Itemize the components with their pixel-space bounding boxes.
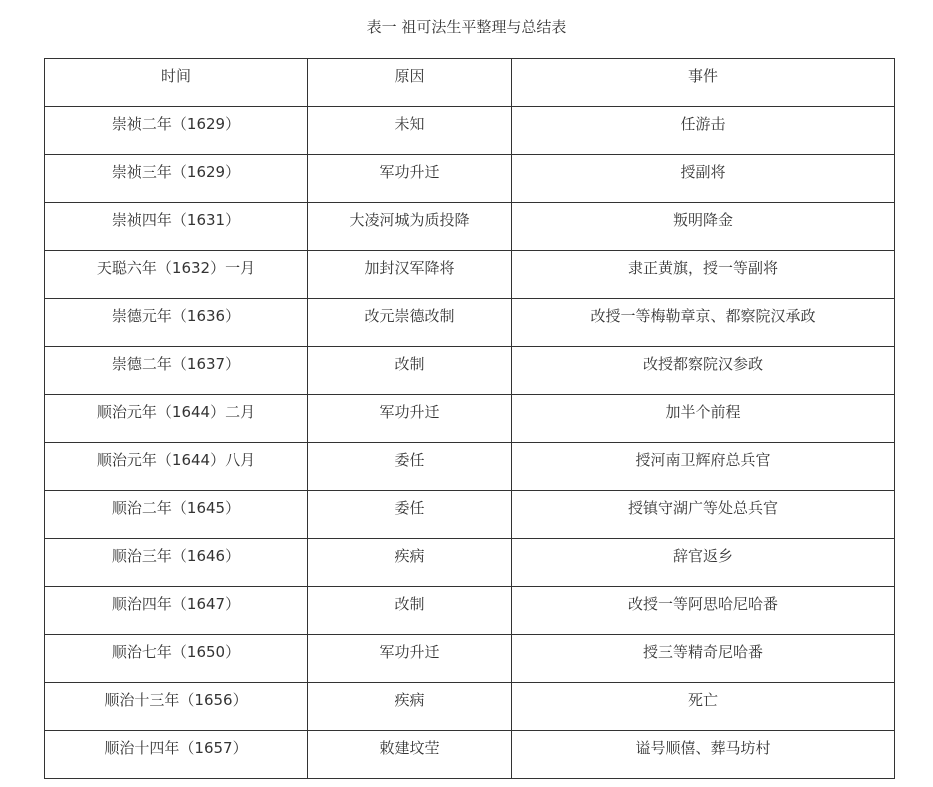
cell-time: 顺治四年（1647） (45, 587, 308, 635)
cell-event: 改授一等梅勒章京、都察院汉承政 (512, 299, 895, 347)
cell-reason: 未知 (308, 107, 512, 155)
cell-time: 崇德元年（1636） (45, 299, 308, 347)
table-row (45, 587, 895, 635)
table-row (45, 155, 895, 203)
cell-reason: 改元崇德改制 (308, 299, 512, 347)
table-row (45, 347, 895, 395)
cell-event: 辞官返乡 (512, 539, 895, 587)
table-caption: 表一 祖可法生平整理与总结表 (366, 18, 567, 36)
cell-event: 隶正黄旗，授一等副将 (512, 251, 895, 299)
cell-time: 顺治十三年（1656） (45, 683, 308, 731)
cell-event: 授镇守湖广等处总兵官 (512, 491, 895, 539)
table-row (45, 731, 895, 779)
table-row (45, 251, 895, 299)
cell-reason: 委任 (308, 491, 512, 539)
cell-event: 授三等精奇尼哈番 (512, 635, 895, 683)
cell-reason: 大凌河城为质投降 (308, 203, 512, 251)
cell-time: 崇德二年（1637） (45, 347, 308, 395)
header-reason: 原因 (308, 59, 512, 107)
table-row (45, 107, 895, 155)
cell-event: 死亡 (512, 683, 895, 731)
cell-time: 顺治七年（1650） (45, 635, 308, 683)
cell-reason: 疾病 (308, 683, 512, 731)
cell-time: 顺治三年（1646） (45, 539, 308, 587)
cell-event: 谥号顺僖、葬马坊村 (512, 731, 895, 779)
cell-time: 顺治十四年（1657） (45, 731, 308, 779)
cell-reason: 改制 (308, 347, 512, 395)
table-row (45, 635, 895, 683)
cell-reason: 军功升迁 (308, 635, 512, 683)
header-event: 事件 (512, 59, 895, 107)
cell-time: 崇祯四年（1631） (45, 203, 308, 251)
table-row (45, 395, 895, 443)
table-row (45, 539, 895, 587)
cell-time: 天聪六年（1632）一月 (45, 251, 308, 299)
header-time: 时间 (45, 59, 308, 107)
cell-reason: 军功升迁 (308, 395, 512, 443)
cell-event: 改授都察院汉参政 (512, 347, 895, 395)
header-row (45, 59, 895, 107)
table-row (45, 203, 895, 251)
cell-reason: 加封汉军降将 (308, 251, 512, 299)
cell-event: 改授一等阿思哈尼哈番 (512, 587, 895, 635)
cell-reason: 疾病 (308, 539, 512, 587)
cell-reason: 改制 (308, 587, 512, 635)
cell-event: 叛明降金 (512, 203, 895, 251)
table-row (45, 443, 895, 491)
cell-event: 授河南卫辉府总兵官 (512, 443, 895, 491)
table-row (45, 491, 895, 539)
cell-event: 任游击 (512, 107, 895, 155)
table-row (45, 683, 895, 731)
table-row (45, 299, 895, 347)
biography-table (44, 58, 895, 779)
cell-time: 顺治二年（1645） (45, 491, 308, 539)
cell-reason: 委任 (308, 443, 512, 491)
cell-event: 加半个前程 (512, 395, 895, 443)
cell-time: 崇祯三年（1629） (45, 155, 308, 203)
cell-reason: 敕建坟茔 (308, 731, 512, 779)
cell-reason: 军功升迁 (308, 155, 512, 203)
cell-time: 崇祯二年（1629） (45, 107, 308, 155)
cell-time: 顺治元年（1644）二月 (45, 395, 308, 443)
cell-event: 授副将 (512, 155, 895, 203)
cell-time: 顺治元年（1644）八月 (45, 443, 308, 491)
